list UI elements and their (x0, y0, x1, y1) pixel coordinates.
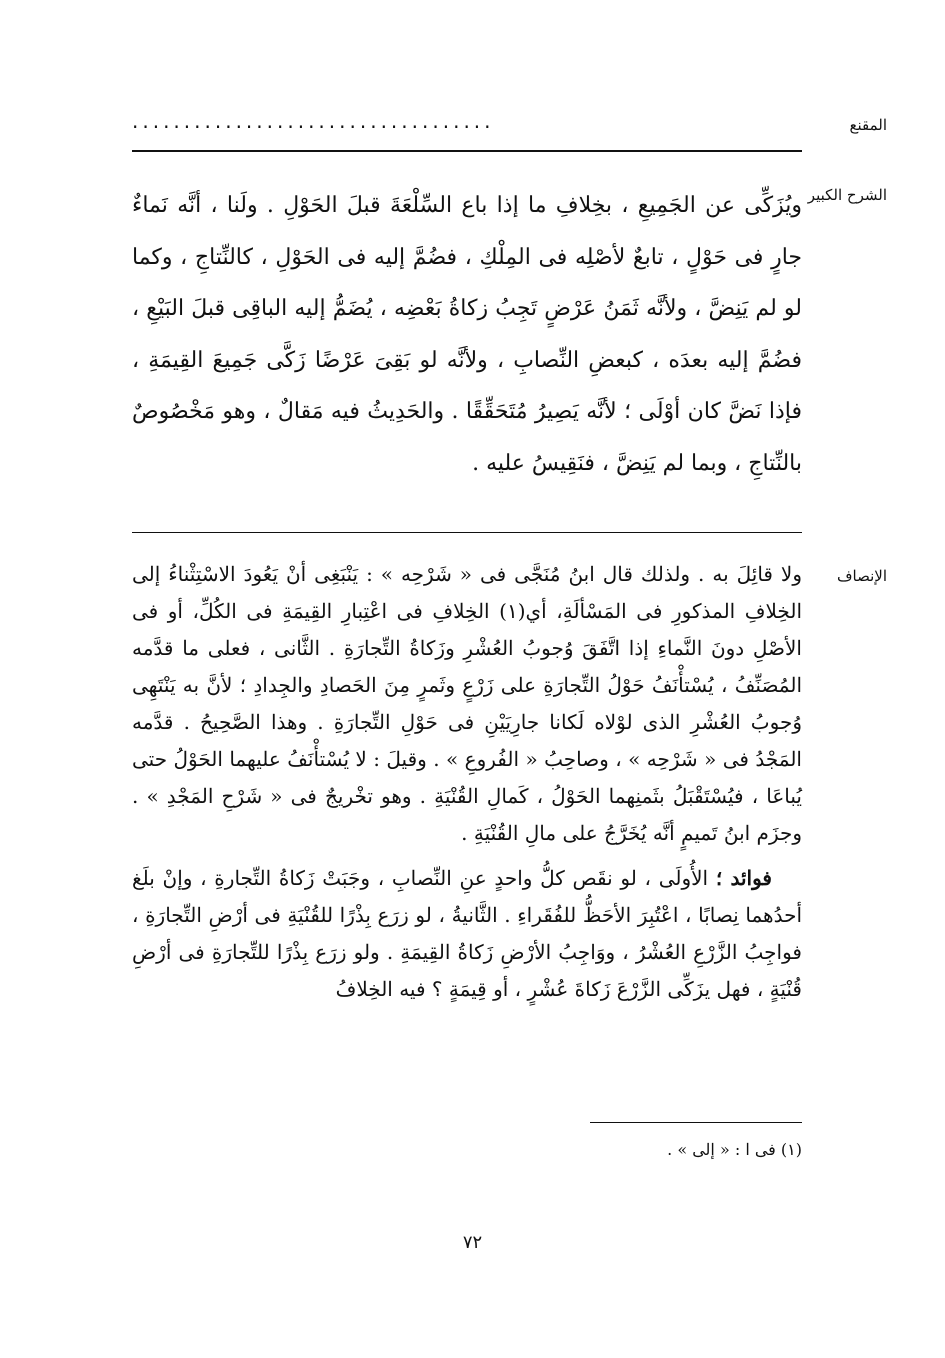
header-dot-leader: ................................... (132, 112, 495, 130)
insaf-paragraph-2-text: الأُولَى ، لو نقَص كلُّ واحدٍ عنِ النِّصابِ ، وجَبَتْ زَكاةُ التِّجارةِ ، وإنْ بلَغ أحدُهما نِصابًا ، اعْتُبِرَ الأحَظُّ للفُقَراءِ . الثَّانيةُ ، لو زرَع بِذْرًا للقُنْيَةِ فى أرْضِ التِّجارَةِ ، فواجِبُ الزَّرْعِ العُشْرُ ، ووَاجِبُ الأرْضِ زَكاةُ القِيمَةِ . ولو زرَع بِذْرًا للتِّجارَةِ فى أرْضِ قُنْيَةٍ ، فهل يزَكِّى الزَّرْعَ زَكاةَ عُشْرٍ ، أو قِيمَةٍ ؟ فيه الخِلافُ (132, 866, 802, 1001)
sharh-section-label: الشرح الكبير (807, 186, 887, 204)
fawaid-heading: فوائد ؛ (715, 866, 772, 890)
running-header-title: المقنع (849, 116, 887, 134)
insaf-text-block (132, 556, 802, 1008)
insaf-paragraph-1: ولا قائِلَ به . ولذلك قال ابنُ مُنَجَّى فى « شَرْحِه » : يَنْبَغِى أنْ يَعُودَ الاسْتِثْناءُ إلى الخِلافِ المذكورِ فى المَسْألَةِ، أي(١) الخِلافِ فى اعْتِبارِ القِيمَةِ فى الكُلِّ، أو فى الأصْلِ دونَ النَّماءِ إذا اتَّفَقَ وُجوبُ العُشْرِ وزَكاةُ التِّجارَةِ . الثَّانى ، فعلى ما قدَّمه المُصَنِّفُ ، يُسْتأْنَفُ حَوْلُ التِّجارَةِ على زَرْعٍ وثَمرٍ مِنَ الحَصادِ والجِدادِ ؛ لأنَّ به يَنْتَهِى وُجوبُ العُشْرِ الذى لوْلاه لَكانا جارِيَيْنِ فى حَوْلِ التِّجارَةِ . وهذا الصَّحِيحُ . قدَّمه المَجْدُ فى « شَرْحِه » ، وصاحِبُ « الفُروعِ » . وقيلَ : لا يُسْتأْنَفُ عليهما الحَوْلُ حتى يُباعَا ، فيُسْتَقْبَلُ بثَمنِهما الحَوْلُ ، كَمالِ القُنْيَةِ . وهو تخْريجٌ فى « شَرْحِ المَجْدِ » . وجزَم ابنُ تَميمٍ أنَّه يُخَرَّجُ على مالِ القُنْيَةِ . (132, 562, 802, 845)
insaf-section-label: الإنصاف (836, 567, 887, 585)
header-rule (132, 150, 802, 152)
footnote-rule (590, 1122, 802, 1123)
section-divider (132, 532, 802, 533)
footnote: (١) فى ا : « إلى » . (667, 1140, 802, 1159)
sharh-text-block (132, 180, 802, 489)
page-number: ٧٢ (462, 1232, 483, 1253)
sharh-paragraph: ويُزَكِّى عن الجَمِيعِ ، بخِلافِ ما إذا باع السِّلْعَةَ قبلَ الحَوْلِ . ولَنا ، أنَّه نَماءٌ جارٍ فى حَوْلٍ ، تابعٌ لأصْلِه فى المِلْكِ ، فضُمَّ إليه فى الحَوْلِ ، كالنِّتاجِ ، وكما لو لم يَنِضَّ ، ولأنَّه ثَمَنُ عَرْضٍ تَجِبُ زكاةُ بَعْضِه ، يُضَمُّ إليه الباقِى قبلَ البَيْعِ ، فضُمَّ إليه بعدَه ، كبعضِ النِّصابِ ، ولأنَّه لو بَقِىَ عَرْضًا زَكَّى جَمِيعَ القِيمَةِ ، فإذا نَضَّ كان أوْلَى ؛ لأنَّه يَصِيرُ مُتَحَقِّقًا . والحَدِيثُ فيه مَقالٌ ، وهو مَخْصُوصٌ بالنِّتاجِ ، وبما لم يَنِضَّ ، فنَقِيسُ عليه . (132, 193, 802, 476)
insaf-paragraph-2 (132, 860, 802, 1008)
